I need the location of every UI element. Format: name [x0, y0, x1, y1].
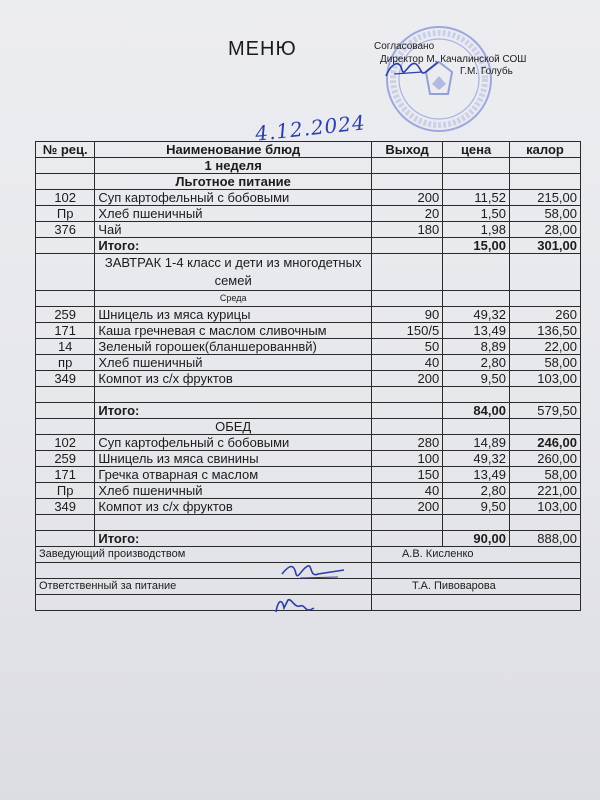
table-cell [371, 174, 442, 190]
table-cell [371, 531, 442, 547]
section2-title: ЗАВТРАК 1-4 класс и дети из многодетных семей [95, 254, 372, 291]
table-cell [36, 291, 95, 307]
table-cell [36, 403, 95, 419]
day-label: Среда [95, 291, 372, 307]
row-num: 171 [36, 467, 95, 483]
row-num: 171 [36, 323, 95, 339]
row-price: 9,50 [443, 371, 510, 387]
table-cell [443, 254, 510, 291]
section2-title-row [36, 254, 581, 291]
approval-label: Согласовано [374, 41, 435, 52]
week-row [36, 158, 581, 174]
table-cell [36, 158, 95, 174]
table-row [36, 190, 581, 206]
table-row [36, 339, 581, 355]
table-cell [443, 515, 510, 531]
table-cell [371, 254, 442, 291]
table-row [36, 355, 581, 371]
table-cell [371, 515, 442, 531]
spacer-row [36, 387, 581, 403]
row-output: 180 [371, 222, 442, 238]
section3-title: ОБЕД [95, 419, 372, 435]
row-num: 259 [36, 451, 95, 467]
table-cell [36, 387, 95, 403]
row-name: Компот из с/х фруктов [95, 499, 372, 515]
row-num: Пр [36, 483, 95, 499]
table-cell [509, 419, 580, 435]
row-price: 8,89 [443, 339, 510, 355]
section1-title-row [36, 174, 581, 190]
table-cell [443, 419, 510, 435]
row-output: 90 [371, 307, 442, 323]
table-row [36, 323, 581, 339]
row-name: Хлеб пшеничный [95, 355, 372, 371]
table-cell [509, 158, 580, 174]
header-price: цена [443, 142, 510, 158]
header-row [36, 142, 581, 158]
row-output: 200 [371, 371, 442, 387]
director-signature [382, 56, 442, 82]
total-label: Итого: [95, 403, 372, 419]
row-price: 2,80 [443, 483, 510, 499]
table-cell [36, 595, 372, 611]
row-cal: 28,00 [509, 222, 580, 238]
row-price: 13,49 [443, 467, 510, 483]
total-cal: 888,00 [509, 531, 580, 547]
table-cell [509, 291, 580, 307]
row-num: 349 [36, 499, 95, 515]
row-cal: 260,00 [509, 451, 580, 467]
manager-signature [278, 560, 348, 584]
total-row [36, 531, 581, 547]
row-output: 150 [371, 467, 442, 483]
total-price: 84,00 [443, 403, 510, 419]
row-cal: 22,00 [509, 339, 580, 355]
handwritten-date: 4.12.2024 [254, 110, 367, 146]
table-cell [371, 419, 442, 435]
total-label: Итого: [95, 238, 372, 254]
table-cell [509, 174, 580, 190]
table-cell [509, 254, 580, 291]
manager-name: А.В. Кисленко [371, 547, 580, 563]
row-price: 1,98 [443, 222, 510, 238]
row-output: 200 [371, 499, 442, 515]
table-cell [371, 387, 442, 403]
total-row [36, 403, 581, 419]
row-name: Хлеб пшеничный [95, 483, 372, 499]
total-label: Итого: [95, 531, 372, 547]
table-cell [371, 563, 580, 579]
total-row [36, 238, 581, 254]
table-cell [443, 174, 510, 190]
section1-title: Льготное питание [95, 174, 372, 190]
row-name: Суп картофельный с бобовыми [95, 435, 372, 451]
row-cal: 103,00 [509, 499, 580, 515]
row-name: Шницель из мяса курицы [95, 307, 372, 323]
table-cell [36, 174, 95, 190]
table-row [36, 307, 581, 323]
header-cal: калор [509, 142, 580, 158]
table-cell [36, 531, 95, 547]
approval-director-name: Г.М. Голубь [460, 66, 513, 77]
row-price: 2,80 [443, 355, 510, 371]
table-cell [443, 158, 510, 174]
table-cell [36, 419, 95, 435]
row-price: 49,32 [443, 307, 510, 323]
table-row [36, 435, 581, 451]
total-cal: 301,00 [509, 238, 580, 254]
table-cell [443, 387, 510, 403]
row-price: 14,89 [443, 435, 510, 451]
row-num: 102 [36, 190, 95, 206]
row-cal: 246,00 [509, 435, 580, 451]
table-row [36, 483, 581, 499]
row-name: Суп картофельный с бобовыми [95, 190, 372, 206]
row-cal: 58,00 [509, 206, 580, 222]
row-price: 11,52 [443, 190, 510, 206]
row-num: 102 [36, 435, 95, 451]
row-name: Чай [95, 222, 372, 238]
row-name: Шницель из мяса свинины [95, 451, 372, 467]
table-cell [95, 515, 372, 531]
row-price: 49,32 [443, 451, 510, 467]
spacer-row [36, 515, 581, 531]
table-cell [36, 515, 95, 531]
row-name: Гречка отварная с маслом [95, 467, 372, 483]
row-output: 40 [371, 355, 442, 371]
table-cell [509, 387, 580, 403]
row-num: Пр [36, 206, 95, 222]
table-cell [371, 158, 442, 174]
table-row [36, 499, 581, 515]
row-output: 280 [371, 435, 442, 451]
header-num: № рец. [36, 142, 95, 158]
table-row [36, 467, 581, 483]
table-cell [371, 403, 442, 419]
table-row [36, 371, 581, 387]
row-output: 100 [371, 451, 442, 467]
total-cal: 579,50 [509, 403, 580, 419]
row-output: 20 [371, 206, 442, 222]
row-num: пр [36, 355, 95, 371]
row-cal: 215,00 [509, 190, 580, 206]
row-output: 40 [371, 483, 442, 499]
row-name: Хлеб пшеничный [95, 206, 372, 222]
row-name: Зеленый горошек(бланшерованнвй) [95, 339, 372, 355]
manager-label: Заведующий производством [36, 547, 372, 563]
day-row [36, 291, 581, 307]
table-row [36, 206, 581, 222]
responsible-signature [270, 594, 320, 618]
section3-title-row [36, 419, 581, 435]
row-output: 150/5 [371, 323, 442, 339]
row-output: 50 [371, 339, 442, 355]
table-cell [371, 238, 442, 254]
row-name: Каша гречневая с маслом сливочным [95, 323, 372, 339]
approval-director: Директор М. Качалинской СОШ [380, 53, 527, 65]
table-cell [509, 515, 580, 531]
row-num: 349 [36, 371, 95, 387]
table-row [36, 451, 581, 467]
table-row [36, 222, 581, 238]
row-price: 1,50 [443, 206, 510, 222]
row-cal: 260 [509, 307, 580, 323]
row-cal: 103,00 [509, 371, 580, 387]
row-price: 13,49 [443, 323, 510, 339]
table-cell [371, 595, 580, 611]
row-cal: 58,00 [509, 467, 580, 483]
table-cell [371, 291, 442, 307]
table-cell [443, 291, 510, 307]
header-output: Выход [371, 142, 442, 158]
table-cell [36, 254, 95, 291]
table-cell [36, 238, 95, 254]
row-num: 14 [36, 339, 95, 355]
row-price: 9,50 [443, 499, 510, 515]
row-cal: 58,00 [509, 355, 580, 371]
row-num: 259 [36, 307, 95, 323]
header-name: Наименование блюд [95, 142, 372, 158]
menu-table [35, 141, 581, 611]
row-output: 200 [371, 190, 442, 206]
page-title: МЕНЮ [228, 38, 297, 60]
row-cal: 221,00 [509, 483, 580, 499]
row-num: 376 [36, 222, 95, 238]
row-cal: 136,50 [509, 323, 580, 339]
week-label: 1 неделя [95, 158, 372, 174]
responsible-name: Т.А. Пивоварова [371, 579, 580, 595]
row-name: Компот из с/х фруктов [95, 371, 372, 387]
responsible-label: Ответственный за питание [36, 579, 372, 595]
total-price: 90,00 [443, 531, 510, 547]
total-price: 15,00 [443, 238, 510, 254]
table-cell [95, 387, 372, 403]
